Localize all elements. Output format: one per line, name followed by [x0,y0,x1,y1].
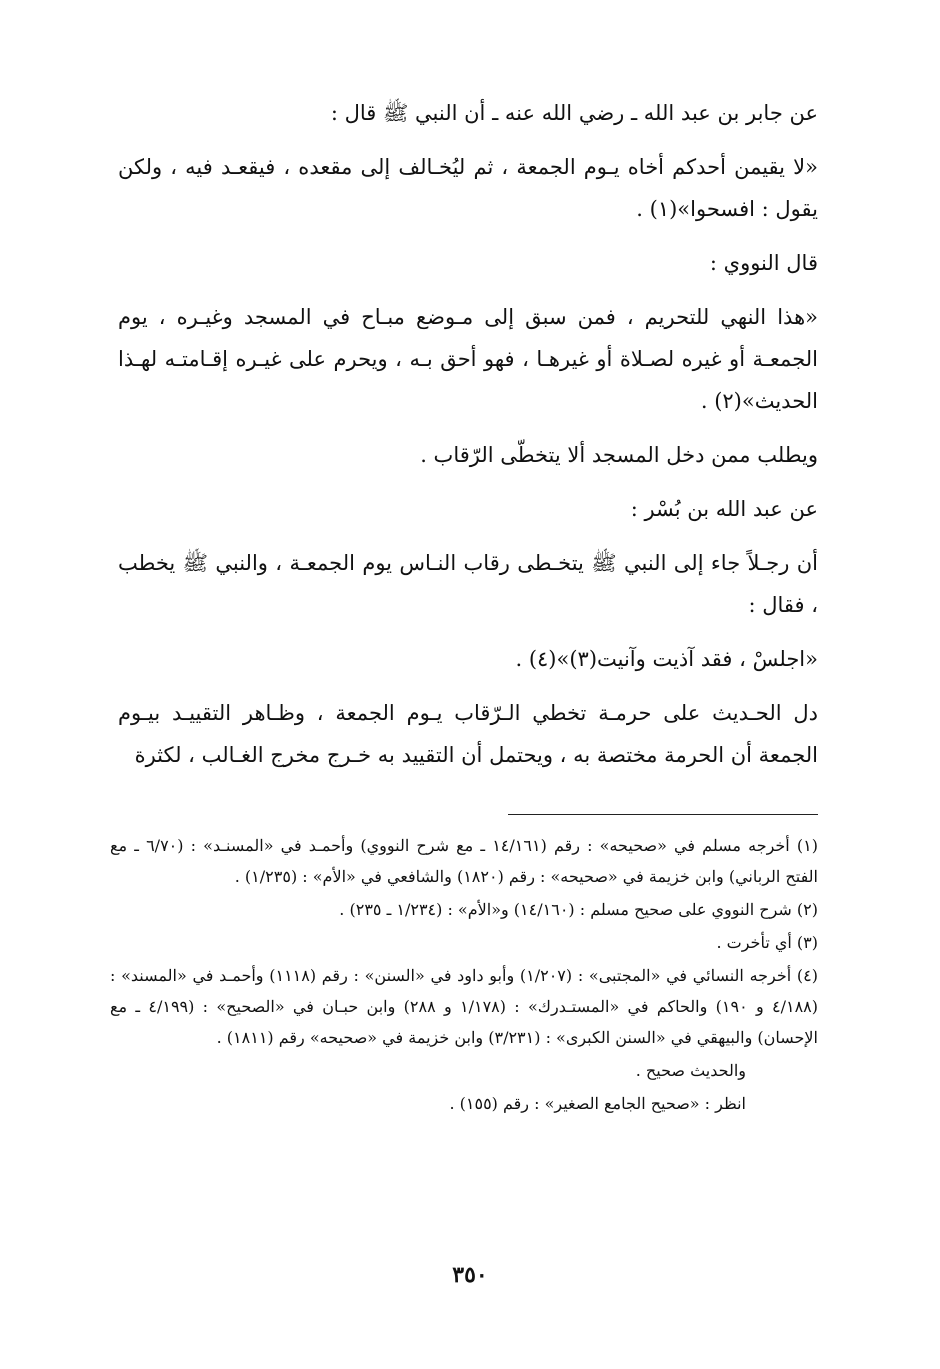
page-number: ٣٥٠ [452,1262,488,1288]
paragraph-hadith-2-context: أن رجـلاً جاء إلى النبي ﷺ يتخـطى رقاب النـاس يوم الجمعـة ، والنبي ﷺ يخطب ، فقال : [118,551,818,617]
paragraph-narration-busr: عن عبد الله بن بُسْر : [630,497,818,521]
paragraph-hadith-2-quote: «اجلسْ ، فقد آذيت وآنيت(٣)»(٤) . [515,647,818,671]
footnote-3: (٣) أي تأخرت . [716,933,818,952]
footnote-1: (١) أخرجه مسلم في «صحيحه» : رقم (١٤/١٦١ ـ مع شرح النووي) وأحمـد في «المسنـد» : (٦/٧٠ ـ مع الفتح الرباني) وابن خزيمة في «صحيحه» : رقم (١٨٢٠) والشافعي في «الأم» : (١/٢٣٥) . [110,836,818,886]
paragraph-commentary: دل الحـديث على حرمـة تخطي الـرّقاب يـوم الجمعة ، وظـاهر التقييـد بيـوم الجمعة أن الحرمة مختصة به ، ويحتمل أن التقييد به خـرج مخرج الغـالب ، لكثرة [118,701,818,767]
footnote-divider [508,814,818,815]
footnote-4: (٤) أخرجه النسائي في «المجتبى» : (١/٢٠٧) وأبو داود في «السنن» : رقم (١١١٨) وأحمـد في «المسند» : (٤/١٨٨ و ١٩٠) والحاكم في «المستـدرك» : (١/١٧٨ و ٢٨٨) وابن حبـان في «الصحيح» : (٤/١٩٩ ـ مع الإحسان) والبيهقي في «السنن الكبرى» : (٣/٢٣١) وابن خزيمة في «صحيحه» رقم (١٨١١) . [110,966,819,1047]
footnotes-section [110,830,818,1121]
paragraph-hadith-1: «لا يقيمن أحدكم أخاه يـوم الجمعة ، ثم ليُخـالف إلى مقعده ، فيقعـد فيه ، ولكن يقول : افسحوا»(١) . [118,155,818,221]
footnote-4-grading: والحديث صحيح . [635,1061,746,1080]
footnote-2: (٢) شرح النووي على صحيح مسلم : (١٤/١٦٠) و«الأم» : (١/٢٣٤ ـ ٢٣٥) . [339,900,818,919]
paragraph-nawawi-intro: قال النووي : [709,251,818,275]
paragraph-narration-jabir: عن جابر بن عبد الله ـ رضي الله عنه ـ أن النبي ﷺ قال : [330,101,818,125]
footnote-4-reference: انظر : «صحيح الجامع الصغير» : رقم (١٥٥) . [449,1094,746,1113]
paragraph-stepping-over: ويطلب ممن دخل المسجد ألا يتخطّى الرّقاب . [420,443,818,467]
paragraph-nawawi-quote: «هذا النهي للتحريم ، فمن سبق إلى مـوضع مبـاح في المسجد وغيـره ، يوم الجمعـة أو غيره لصـلاة أو غيرهـا ، فهو أحق بـه ، ويحرم على غيـره إقـامتـه لهـذا الحديث»(٢) . [118,305,818,413]
main-text-body [118,92,818,788]
